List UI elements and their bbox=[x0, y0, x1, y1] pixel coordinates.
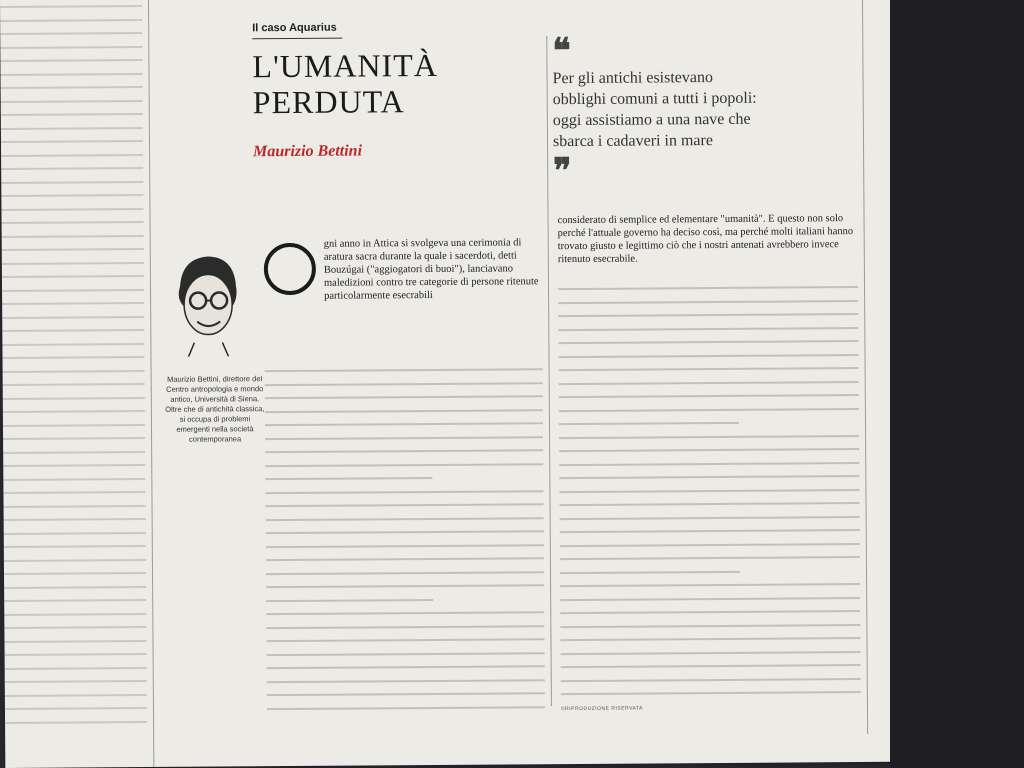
text-line bbox=[0, 73, 143, 76]
headline-line-2: PERDUTA bbox=[252, 83, 405, 121]
text-line bbox=[0, 262, 144, 265]
text-line bbox=[267, 665, 545, 669]
text-line bbox=[267, 652, 545, 656]
text-line bbox=[559, 462, 859, 466]
text-line bbox=[0, 423, 145, 426]
text-line bbox=[266, 625, 544, 629]
text-line bbox=[559, 475, 859, 479]
text-line bbox=[0, 181, 143, 184]
text-line bbox=[265, 436, 543, 440]
text-line bbox=[265, 409, 543, 413]
byline: Maurizio Bettini bbox=[253, 142, 363, 161]
text-line bbox=[0, 100, 143, 103]
text-line bbox=[0, 289, 144, 292]
text-line bbox=[266, 517, 544, 521]
text-line bbox=[267, 706, 545, 710]
text-line bbox=[0, 437, 145, 440]
text-line bbox=[265, 368, 543, 372]
text-line bbox=[0, 248, 144, 251]
text-line bbox=[1, 693, 147, 696]
text-line bbox=[558, 313, 858, 317]
text-line bbox=[560, 610, 860, 614]
text-line bbox=[0, 639, 146, 642]
text-line bbox=[267, 692, 545, 696]
author-portrait-illustration bbox=[162, 246, 253, 357]
text-line bbox=[0, 316, 144, 319]
text-line bbox=[0, 208, 143, 211]
text-line bbox=[561, 651, 861, 655]
copyright-notice: ©RIPRODUZIONE RISERVATA bbox=[560, 705, 644, 713]
text-line bbox=[559, 408, 859, 412]
adjacent-article-column bbox=[0, 0, 154, 768]
article-right-lead-text: considerato di semplice ed elementare "umanità". E questo non solo perché l'attuale governo ha deciso così, ma perché molti italiani hanno trovato giusto e legittimo ciò che i nostri antenati avrebbero invece ritenuto esecrabile. bbox=[557, 213, 854, 266]
text-line bbox=[265, 382, 543, 386]
text-line bbox=[560, 570, 740, 573]
background-dark-surface bbox=[890, 0, 1024, 768]
text-line bbox=[0, 221, 144, 224]
text-line bbox=[0, 450, 145, 453]
drop-cap-o bbox=[264, 243, 316, 295]
text-line bbox=[561, 691, 861, 695]
text-line bbox=[1, 680, 147, 683]
text-line bbox=[1, 653, 147, 656]
text-line bbox=[265, 463, 543, 467]
article-body-column-right bbox=[558, 286, 861, 707]
open-quote-icon: ❝ bbox=[552, 33, 571, 71]
text-line bbox=[559, 435, 859, 439]
text-line bbox=[1, 707, 147, 710]
article-body-column-middle bbox=[265, 368, 545, 721]
text-line bbox=[558, 286, 858, 290]
text-line bbox=[0, 396, 145, 399]
text-line bbox=[265, 477, 432, 480]
text-line bbox=[561, 664, 861, 668]
text-line bbox=[560, 543, 860, 547]
text-line bbox=[560, 637, 860, 641]
column-divider-right bbox=[862, 0, 868, 734]
text-line bbox=[265, 395, 543, 399]
text-line bbox=[267, 679, 545, 683]
text-line bbox=[561, 678, 861, 682]
text-line bbox=[560, 529, 860, 533]
text-line bbox=[0, 558, 146, 561]
text-line bbox=[559, 394, 859, 398]
text-line bbox=[560, 502, 860, 506]
text-line bbox=[0, 585, 146, 588]
text-line bbox=[559, 367, 859, 371]
text-line bbox=[559, 489, 859, 493]
text-line bbox=[0, 275, 144, 278]
text-line bbox=[0, 86, 143, 89]
text-line bbox=[0, 504, 146, 507]
text-line bbox=[0, 343, 144, 346]
text-line bbox=[0, 464, 145, 467]
text-line bbox=[266, 611, 544, 615]
text-line bbox=[266, 584, 544, 588]
text-line bbox=[0, 410, 145, 413]
text-line bbox=[560, 624, 860, 628]
text-line bbox=[0, 329, 144, 332]
text-line bbox=[558, 354, 858, 358]
text-line bbox=[0, 140, 143, 143]
text-line bbox=[0, 477, 145, 480]
text-line bbox=[265, 449, 543, 453]
text-line bbox=[0, 383, 145, 386]
text-line bbox=[0, 626, 146, 629]
author-caption: Maurizio Bettini, direttore del Centro antropologia e mondo antico, Università di Siena. Oltre che di antichità classica, si occupa di problemi emergenti nella società contemporanea bbox=[165, 374, 265, 444]
text-line bbox=[559, 381, 859, 385]
text-line bbox=[0, 302, 144, 305]
text-line bbox=[0, 545, 146, 548]
pull-quote bbox=[552, 33, 763, 191]
text-line bbox=[266, 557, 544, 561]
text-line bbox=[558, 327, 858, 331]
text-line bbox=[560, 583, 860, 587]
text-line bbox=[0, 154, 143, 157]
text-line bbox=[0, 369, 145, 372]
text-line bbox=[0, 167, 143, 170]
text-line bbox=[0, 518, 146, 521]
section-label: Il caso Aquarius bbox=[252, 22, 342, 40]
text-line bbox=[558, 300, 858, 304]
text-line bbox=[559, 448, 859, 452]
text-line bbox=[0, 356, 145, 359]
text-line bbox=[0, 113, 143, 116]
text-line bbox=[0, 32, 142, 35]
text-line bbox=[560, 516, 860, 520]
text-line bbox=[266, 571, 544, 575]
headline bbox=[252, 46, 512, 120]
text-line bbox=[0, 5, 142, 8]
text-line bbox=[558, 340, 858, 344]
text-line bbox=[0, 127, 143, 130]
text-line bbox=[266, 503, 544, 507]
text-line bbox=[560, 597, 860, 601]
text-line bbox=[0, 59, 142, 62]
text-line bbox=[0, 46, 142, 49]
text-line bbox=[1, 720, 147, 723]
text-line bbox=[0, 194, 143, 197]
headline-line-1: L'UMANITÀ bbox=[252, 46, 438, 85]
text-line bbox=[0, 599, 146, 602]
text-line bbox=[265, 422, 543, 426]
text-line bbox=[0, 491, 145, 494]
text-line bbox=[559, 422, 739, 425]
text-line bbox=[266, 638, 544, 642]
article-lead-text: gni anno in Attica si svolgeva una cerimonia di aratura sacra durante la quale i sacerdoti, detti Bouzúgai ("aggiogatori di buoi"), lanciavano maledizioni contro tre categorie di persone ritenute particolarmente esecrabili bbox=[323, 237, 539, 302]
text-line bbox=[266, 598, 433, 601]
text-line bbox=[0, 612, 146, 615]
text-line bbox=[560, 556, 860, 560]
text-line bbox=[0, 19, 142, 22]
text-line bbox=[0, 572, 146, 575]
text-line bbox=[0, 531, 146, 534]
close-quote-icon: ❞ bbox=[553, 153, 572, 191]
text-line bbox=[1, 666, 147, 669]
text-line bbox=[266, 544, 544, 548]
pull-quote-text: Per gli antichi esistevano obblighi comuni a tutti i popoli: oggi assistiamo a una nave che sbarca i cadaveri in mare bbox=[552, 69, 757, 151]
text-line bbox=[0, 235, 144, 238]
text-line bbox=[266, 530, 544, 534]
column-divider bbox=[546, 36, 552, 706]
text-line bbox=[265, 490, 543, 494]
